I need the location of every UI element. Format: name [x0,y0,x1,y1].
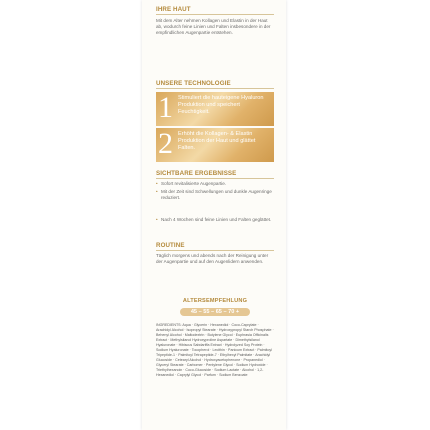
technology-text: Erhöht die Kollagen- & Elastin Produktion der Haut und glättet Falten. [178,131,256,151]
bullet-icon: • [156,217,158,222]
age-recommendation-bar: 45 – 55 – 65 – 70 + [180,308,250,316]
result-bullet: • Sofort revitalisierte Augenpartie. [156,181,227,186]
section-title-technologie: UNSERE TECHNOLOGIE [156,80,231,87]
step-number: 1 [158,91,173,124]
routine-text: Täglich morgens und abends nach der Reinigung unter der Augenpartie und auf den Augenlidern anwenden. [156,253,269,265]
product-info-panel [150,0,280,430]
ihre-haut-text: Mit dem Alter nehmen Kollagen und Elastin in der Haut ab, wodurch feine Linien und Falten insbesondere in der empfindlichen Augenpartie entstehen. [156,18,271,36]
divider [156,88,274,89]
technology-item-1 [156,92,274,126]
step-number: 2 [158,127,173,160]
divider [156,14,274,15]
result-bullet: • Nach 4 Wochen sind feine Linien und Falten geglättet. [156,217,272,222]
technology-item-2 [156,128,274,162]
bullet-icon: • [156,181,158,186]
technology-text: Stimuliert die hauteigene Hyaluron Produktion und speichert Feuchtigkeit. [178,95,264,115]
divider [156,250,274,251]
section-title-ergebnisse: SICHTBARE ERGEBNISSE [156,170,237,177]
age-recommendation-title: ALTERSEMPFEHLUNG [182,298,248,304]
divider [156,178,274,179]
bullet-icon: • [156,189,158,194]
result-bullet: • Mit der Zeit sind Schwellungen und dunkle Augenringe reduziert. [156,189,272,201]
section-title-routine: ROUTINE [156,242,185,249]
section-title-ihre-haut: IHRE HAUT [156,6,191,13]
ingredients-list: INGREDIENTS: Aqua · Glycerin · Hexanediol · Coco-Caprylate · Arachidyl Alcohol · Isopropyl Stearate · Hydroxypropyl Starch Phosphate · Behenyl Alcohol · Maltodextrin · Butylene Glycol · Euphrasia Officinalis Extract · Methylsilanol Hydroxyproline Aspartate · Dimethylsilanol Hyaluronate · Hibiscus Sabdariffa Extract · Hydrolyzed Soy Protein · Sodium Hyaluronate · Tocopherol · Lecithin · Panicum Extract · Palmitoyl Tripeptide-1 · Palmitoyl Tetrapeptide-7 · Ethylhexyl Palmitate · Arachidyl Glucoside · Cetearyl Alcohol · Hydroxyacetophenone · Propanediol · Glyceryl Stearate · Carbomer · Pentylene Glycol · Sodium Hydroxide · Triethylhexanoin · Coco-Glucoside · Sodium Lactate · Alcohol · 1,2-Hexanediol · Caprylyl Glycol · Parfum · Sodium Benzoate [156,323,274,377]
